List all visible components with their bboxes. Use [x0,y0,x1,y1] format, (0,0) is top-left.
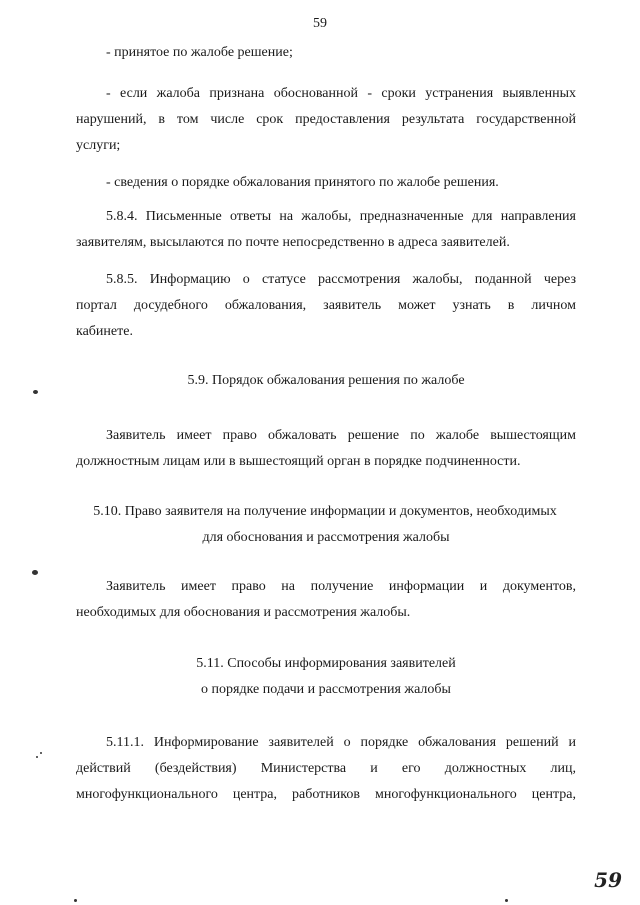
paragraph-line: Заявитель имеет право обжаловать решение по жалобе вышестоящим [106,428,576,443]
scan-speck [36,756,38,758]
paragraph-line: необходимых для обоснования и рассмотрения жалобы. [76,605,411,620]
paragraph-line: 5.8.4. Письменные ответы на жалобы, предназначенные для направления [106,209,576,224]
paragraph-line: - принятое по жалобе решение; [106,45,293,60]
scan-speck [74,899,77,902]
handwritten-page-number: 59 [594,868,622,892]
section-heading: 5.9. Порядок обжалования решения по жалобе [187,373,465,388]
page-number: 59 [313,16,327,31]
scan-speck [33,390,38,394]
paragraph-line: кабинете. [76,324,133,339]
paragraph-line: услуги; [76,138,121,153]
section-heading: для обоснования и рассмотрения жалобы [202,530,450,545]
paragraph-line: заявителям, высылаются по почте непосредственно в адреса заявителей. [76,235,510,250]
paragraph-line: - сведения о порядке обжалования принятого по жалобе решения. [106,175,499,190]
paragraph-line: 5.11.1. Информирование заявителей о порядке обжалования решений и [106,735,576,750]
paragraph-line: Заявитель имеет право на получение информации и документов, [106,579,576,594]
paragraph-line: нарушений, в том числе срок предоставления результата государственной [76,112,576,127]
section-heading: 5.11. Способы информирования заявителей [196,656,456,671]
scan-speck [32,570,38,575]
scan-speck [40,752,42,754]
paragraph-line: - если жалоба признана обоснованной - сроки устранения выявленных [106,86,576,101]
section-heading: о порядке подачи и рассмотрения жалобы [201,682,451,697]
paragraph-line: многофункционального центра, работников многофункционального центра, [76,787,576,802]
paragraph-line: действий (бездействия) Министерства и его должностных лиц, [76,761,576,776]
scan-speck [505,899,508,902]
section-heading: 5.10. Право заявителя на получение информации и документов, необходимых [93,504,557,519]
paragraph-line: должностным лицам или в вышестоящий орган в порядке подчиненности. [76,454,521,469]
paragraph-line: портал досудебного обжалования, заявитель может узнать в личном [76,298,576,313]
paragraph-line: 5.8.5. Информацию о статусе рассмотрения жалобы, поданной через [106,272,576,287]
